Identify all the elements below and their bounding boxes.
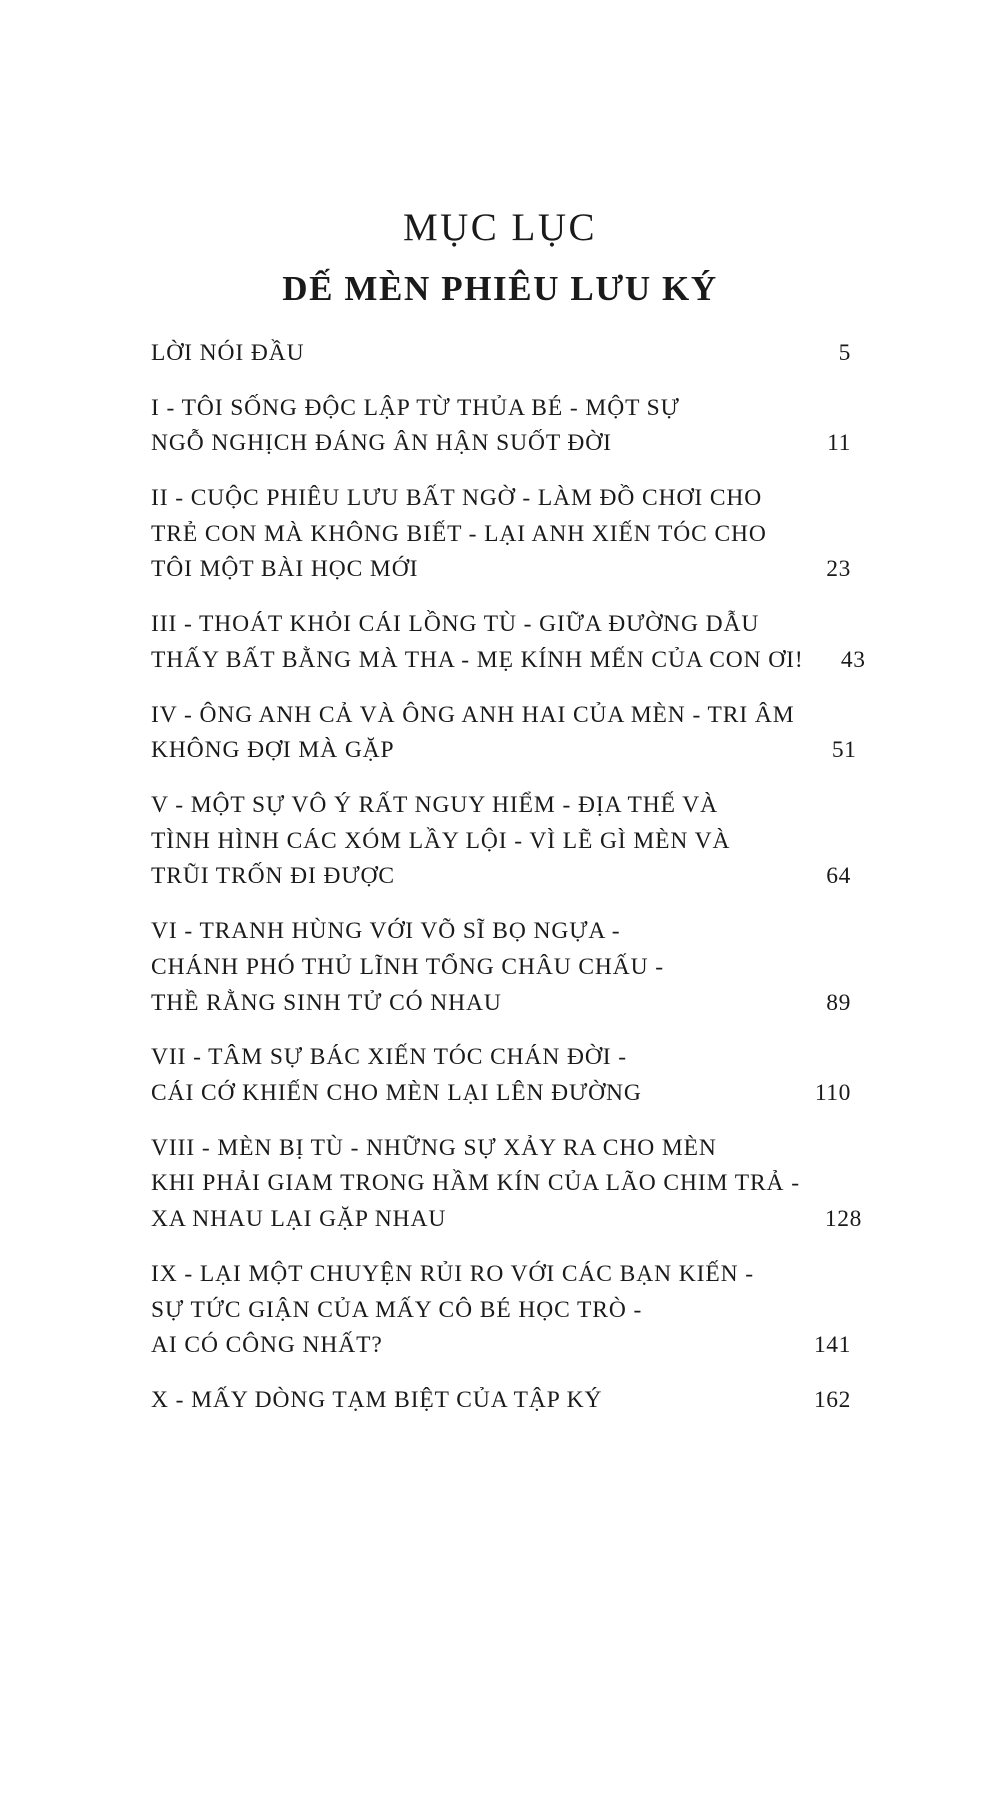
toc-entry-line: AI CÓ CÔNG NHẤT? xyxy=(151,1332,383,1359)
toc-entry-line: CHÁNH PHÓ THỦ LĨNH TỔNG CHÂU CHẤU - xyxy=(151,953,665,980)
toc-entry[interactable] xyxy=(151,1131,862,1238)
toc-entry-title xyxy=(151,336,799,372)
toc-entry-line: I - TÔI SỐNG ĐỘC LẬP TỪ THỦA BÉ - MỘT SỰ xyxy=(151,394,680,421)
toc-entry-title xyxy=(151,914,799,1021)
toc-entry-line: LỜI NÓI ĐẦU xyxy=(151,339,305,366)
toc-entry[interactable] xyxy=(151,698,857,769)
toc-entry-page: 11 xyxy=(827,430,851,457)
toc-entry-title xyxy=(151,1040,799,1111)
toc-entry[interactable] xyxy=(151,788,851,895)
toc-entry[interactable] xyxy=(151,607,866,678)
toc-entry-page: 128 xyxy=(824,1206,862,1233)
toc-entry-line: XA NHAU LẠI GẶP NHAU xyxy=(151,1206,447,1233)
toc-entry-line: V - MỘT SỰ VÔ Ý RẤT NGUY HIỂM - ĐỊA THẾ VÀ xyxy=(151,791,718,818)
toc-entry-line: TÌNH HÌNH CÁC XÓM LẦY LỘI - VÌ LẼ GÌ MÈN VÀ xyxy=(151,827,731,854)
toc-entry-line: CÁI CỚ KHIẾN CHO MÈN LẠI LÊN ĐƯỜNG xyxy=(151,1080,642,1107)
page-title-block xyxy=(0,205,1000,310)
toc-entry-page: 110 xyxy=(814,1080,851,1107)
toc-entry[interactable] xyxy=(151,481,851,588)
page-title: MỤC LỤC xyxy=(402,206,598,249)
toc-entry[interactable] xyxy=(151,336,851,372)
toc-entry-title xyxy=(151,1131,810,1238)
toc-entry-title xyxy=(151,1257,799,1364)
toc-entry-title xyxy=(151,607,814,678)
toc-entry[interactable] xyxy=(151,391,851,462)
toc-entry[interactable] xyxy=(151,1040,851,1111)
toc-entry-line: THỀ RẰNG SINH TỬ CÓ NHAU xyxy=(151,989,502,1016)
toc-entry-page: 51 xyxy=(831,737,857,764)
toc-entry[interactable] xyxy=(151,914,851,1021)
toc-entry-page: 64 xyxy=(826,863,851,890)
toc-entry-line: VII - TÂM SỰ BÁC XIẾN TÓC CHÁN ĐỜI - xyxy=(151,1044,628,1071)
table-of-contents xyxy=(149,336,866,1419)
toc-entry-page: 162 xyxy=(813,1387,851,1414)
document-page xyxy=(0,205,1000,1815)
toc-entry-line: VI - TRANH HÙNG VỚI VÕ SĨ BỌ NGỰA - xyxy=(151,918,621,945)
toc-entry-line: KHI PHẢI GIAM TRONG HẦM KÍN CỦA LÃO CHIM TRẢ - xyxy=(151,1170,800,1197)
toc-entry-line: TÔI MỘT BÀI HỌC MỚI xyxy=(151,556,419,583)
toc-entry-line: X - MẤY DÒNG TẠM BIỆT CỦA TẬP KÝ xyxy=(151,1387,603,1414)
toc-entry-page: 89 xyxy=(826,989,851,1016)
book-title: DẾ MÈN PHIÊU LƯU KÝ xyxy=(282,268,718,308)
toc-entry-line: III - THOÁT KHỎI CÁI LỒNG TÙ - GIỮA ĐƯỜNG DẪU xyxy=(151,611,760,638)
toc-entry[interactable] xyxy=(151,1257,851,1364)
toc-entry-title xyxy=(151,788,799,895)
toc-entry-line: TRŨI TRỐN ĐI ĐƯỢC xyxy=(151,863,395,890)
toc-entry-line: NGỖ NGHỊCH ĐÁNG ÂN HẬN SUỐT ĐỜI xyxy=(151,430,612,457)
toc-entry-line: KHÔNG ĐỢI MÀ GẶP xyxy=(151,737,395,764)
toc-entry-page: 23 xyxy=(826,556,851,583)
toc-entry-title xyxy=(151,1383,799,1419)
toc-entry-title xyxy=(151,481,799,588)
toc-entry-title xyxy=(151,698,805,769)
toc-entry-line: IV - ÔNG ANH CẢ VÀ ÔNG ANH HAI CỦA MÈN - TRI ÂM xyxy=(151,701,795,728)
toc-entry-page: 141 xyxy=(813,1332,851,1359)
toc-entry-title xyxy=(151,391,799,462)
toc-entry-line: II - CUỘC PHIÊU LƯU BẤT NGỜ - LÀM ĐỒ CHƠI CHO xyxy=(151,484,763,511)
toc-entry-line: THẤY BẤT BẰNG MÀ THA - MẸ KÍNH MẾN CỦA CON ƠI! xyxy=(151,646,804,673)
toc-entry-line: IX - LẠI MỘT CHUYỆN RỦI RO VỚI CÁC BẠN KIẾN - xyxy=(151,1260,754,1287)
toc-entry-page: 5 xyxy=(838,339,851,366)
toc-entry-line: TRẺ CON MÀ KHÔNG BIẾT - LẠI ANH XIẾN TÓC CHO xyxy=(151,520,767,547)
toc-entry-page: 43 xyxy=(840,646,866,673)
toc-entry-line: SỰ TỨC GIẬN CỦA MẤY CÔ BÉ HỌC TRÒ - xyxy=(151,1296,643,1323)
toc-entry-line: VIII - MÈN BỊ TÙ - NHỮNG SỰ XẢY RA CHO MÈN xyxy=(151,1134,717,1161)
toc-entry[interactable] xyxy=(151,1383,851,1419)
